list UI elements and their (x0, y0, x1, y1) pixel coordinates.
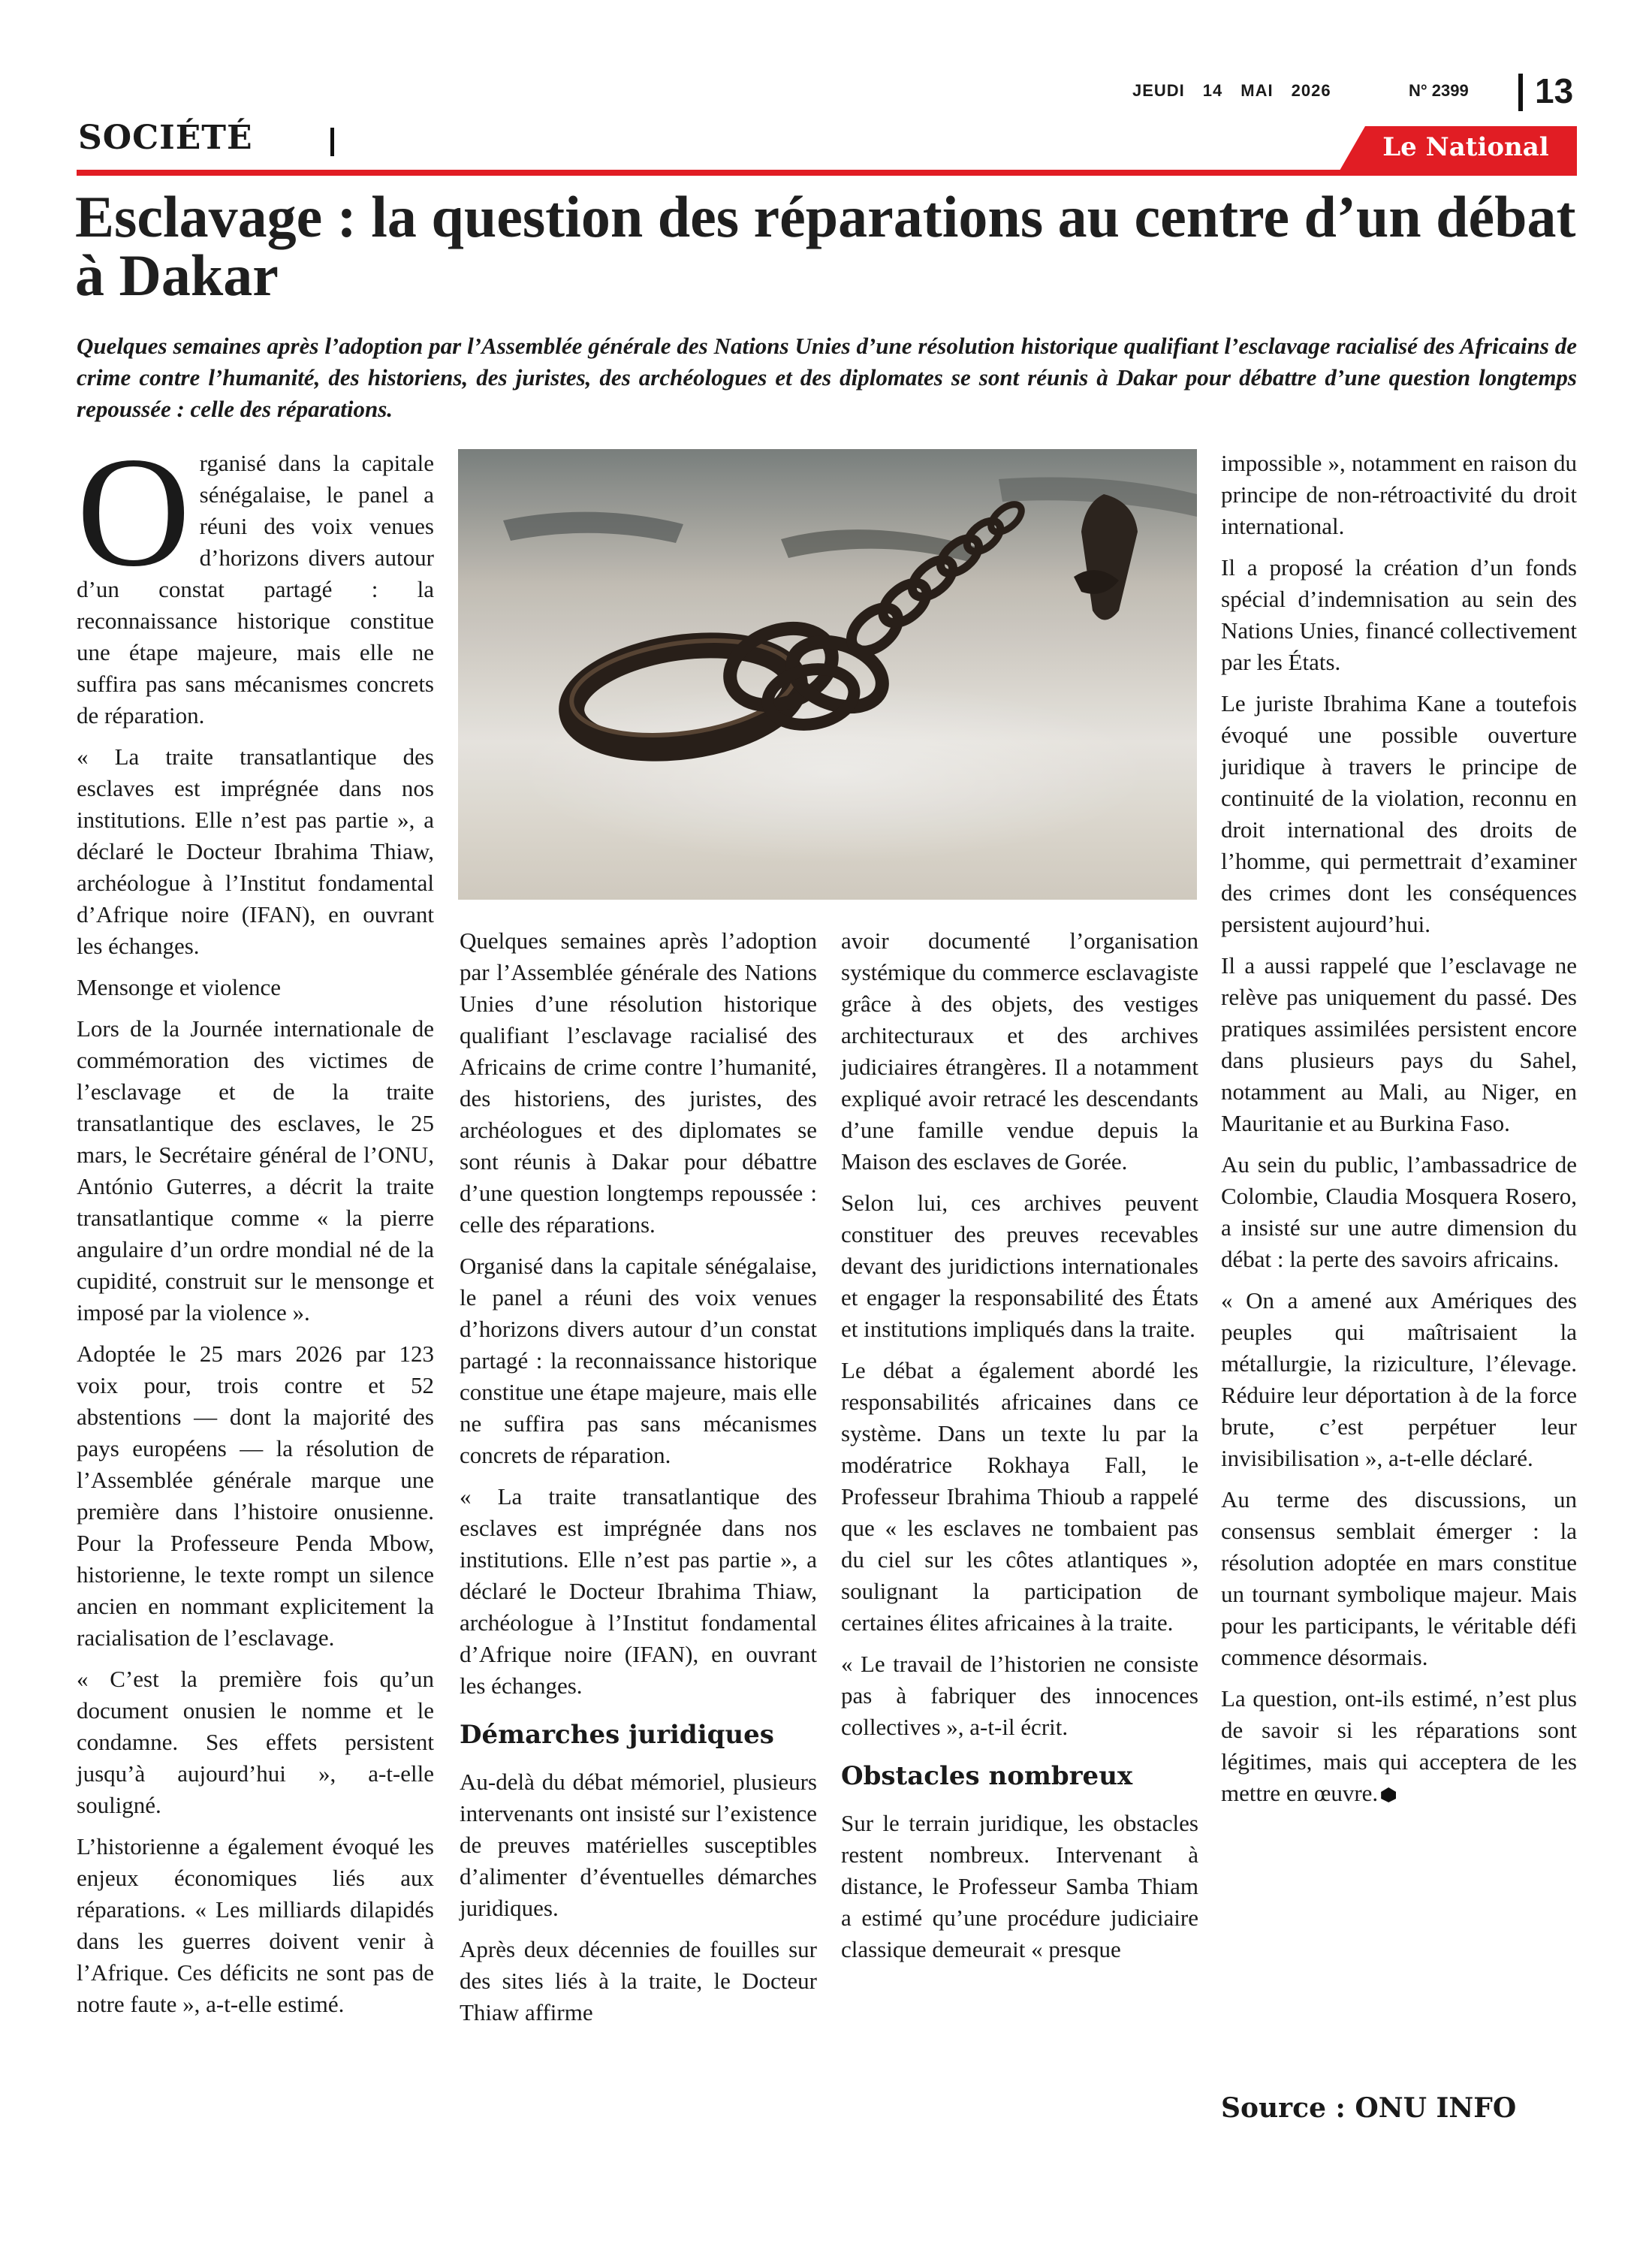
paragraph: impossible », notamment en raison du principe de non-rétroactivité du droit international. (1221, 450, 1577, 539)
brand-name: Le National (1382, 132, 1549, 162)
paragraph: avoir documenté l’organisation systémique du commerce esclavagiste grâce à des objets, des vestiges architecturaux et des archives judiciaires étrangères. Il a notamment expliqué avoir retracé les descendants d’une famille vendue depuis la Maison des esclaves de Gorée. (841, 927, 1198, 1175)
paragraph: L’historienne a également évoqué les enjeux économiques liés aux réparations. « Les milliards dilapidés dans les guerres doivent venir à l’Afrique. Ces déficits ne sont pas de notre faute », a-t-elle estimé. (77, 1833, 434, 2017)
article-lede: Quelques semaines après l’adoption par l’Assemblée générale des Nations Unies d’une résolution historique qualifiant l’esclavage racialisé des Africains de crime contre l’humanité, des historiens, des juristes, des archéologues et des diplomates se sont réunis à Dakar pour débattre d’une question longtemps repoussée : celle des réparations. (77, 333, 1577, 422)
paragraph-final: La question, ont-ils estimé, n’est plus de savoir si les réparations sont légitimes, mais qui acceptera de les mettre en œuvre. (1221, 1685, 1577, 1806)
paragraph: « On a amené aux Amériques des peuples qui maîtrisaient la métallurgie, la riziculture, l’élevage. Réduire leur déportation à de la force brute, c’est perpétuer leur invisibilisation », a-t-elle déclaré. (1221, 1287, 1577, 1471)
paragraph: Au terme des discussions, un consensus semblait émerger : la résolution adoptée en mars constitue un tournant symbolique majeur. Mais pour les participants, le véritable défi commence désormais. (1221, 1486, 1577, 1670)
article-column-4 (1221, 448, 1577, 1819)
paragraph: Organisé dans la capitale sénégalaise, le panel a réuni des voix venues d’horizons divers autour d’un constat partagé : la reconnaissance historique constitue une étape majeure, mais elle ne suffira pas sans mécanismes concrets de réparation. (460, 1253, 817, 1468)
paragraph: Lors de la Journée internationale de commémoration des victimes de l’esclavage et de la traite transatlantique des esclaves, le 25 mars, le Secrétaire général de l’ONU, António Guterres, a décrit la traite transatlantique comme « la pierre angulaire d’un ordre mondial né de la cupidité, construit sur le mensonge et imposé par la violence ». (77, 1015, 434, 1326)
subheading-obstacles: Obstacles nombreux (841, 1761, 1133, 1791)
issue-date (1132, 81, 1349, 101)
date-day: 14 (1202, 81, 1223, 100)
issue-number: N° 2399 (1409, 81, 1469, 100)
article-source: Source : ONU INFO (1221, 2092, 1517, 2124)
paragraph: « La traite transatlantique des esclaves est imprégnée dans nos institutions. Elle n’est pas partie », a déclaré le Docteur Ibrahima Thiaw, archéologue à l’Institut fondamental d’Afrique noire (IFAN), en ouvrant les échanges. (460, 1483, 817, 1699)
date-weekday: JEUDI (1132, 81, 1185, 100)
article-column-1 (77, 425, 434, 2030)
subheading-demarches: Démarches juridiques (460, 1720, 774, 1750)
article-headline: Esclavage : la question des réparations au centre d’un débat à Dakar (75, 184, 1576, 308)
drop-cap: O (77, 425, 191, 599)
paragraph: Il a proposé la création d’un fonds spécial d’indemnisation au sein des Nations Unies, financé collectivement par les États. (1221, 554, 1577, 675)
page-number-divider (1518, 74, 1523, 111)
paragraph: Adoptée le 25 mars 2026 par 123 voix pour, trois contre et 52 abstentions — dont la majorité des pays européens — la résolution de l’Assemblée générale marque une première dans l’histoire onusienne. Pour la Professeure Penda Mbow, historienne, le texte rompt un silence ancien en nommant explicitement la racialisation de l’esclavage. (77, 1341, 434, 1651)
paragraph: Sur le terrain juridique, les obstacles restent nombreux. Intervenant à distance, le Professeur Samba Thiam a estimé qu’une procédure judiciaire classique demeurait « presque (841, 1810, 1198, 1962)
paragraph: « C’est la première fois qu’un document onusien le nomme et le condamne. Ses effets persistent jusqu’à aujourd’hui », a-t-elle souligné. (77, 1666, 434, 1818)
paragraph: Il a aussi rappelé que l’esclavage ne relève pas uniquement du passé. Des pratiques assimilées persistent encore dans plusieurs pays du Sahel, notamment au Mali, au Niger, en Mauritanie et au Burkina Faso. (1221, 952, 1577, 1136)
paragraph: Le juriste Ibrahima Kane a toutefois évoqué une possible ouverture juridique à travers le principe de continuité de la violation, reconnu en droit international des droits de l’homme, qui permettrait d’examiner des crimes dont les conséquences persistent aujourd’hui. (1221, 690, 1577, 937)
paragraph: Quelques semaines après l’adoption par l’Assemblée générale des Nations Unies d’une résolution historique qualifiant l’esclavage racialisé des Africains de crime contre l’humanité, des historiens, des juristes, des archéologues et des diplomates se sont réunis à Dakar pour débattre d’une question longtemps repoussée : celle des réparations. (460, 927, 817, 1238)
article-column-2 (460, 925, 817, 2038)
iron-shackles-photo (458, 449, 1197, 900)
date-month: MAI (1241, 81, 1274, 100)
paragraph: Après deux décennies de fouilles sur des sites liés à la traite, le Docteur Thiaw affirme (460, 1936, 817, 2025)
section-divider (330, 128, 334, 156)
paragraph: « La traite transatlantique des esclaves est imprégnée dans nos institutions. Elle n’est pas partie », a déclaré le Docteur Ibrahima Thiaw, archéologue à l’Institut fondamental d’Afrique noire (IFAN), en ouvrant les échanges. (77, 743, 434, 959)
paragraph: « Le travail de l’historien ne consiste pas à fabriquer des innocences collectives », a-t-il écrit. (841, 1651, 1198, 1740)
date-year: 2026 (1291, 81, 1331, 100)
paragraph: Organisé dans la capitale sénégalaise, le panel a réuni des voix venues d’horizons divers autour d’un constat partagé : la reconnaissance historique constitue une étape majeure, mais elle ne suffira pas sans mécanismes concrets de réparation. (77, 425, 434, 728)
end-mark-icon (1381, 1787, 1396, 1802)
paragraph: Au-delà du débat mémoriel, plusieurs intervenants ont insisté sur l’existence de preuves matérielles susceptibles d’alimenter d’éventuelles démarches juridiques. (460, 1769, 817, 1921)
paragraph: Selon lui, ces archives peuvent constituer des preuves recevables devant des juridictions internationales et engager la responsabilité des États et institutions impliqués dans la traite. (841, 1190, 1198, 1342)
header-rule (77, 170, 1577, 176)
page-number: 13 (1535, 71, 1574, 110)
paragraph-inline-heading: Mensonge et violence (77, 974, 282, 1000)
article-column-3 (841, 925, 1198, 1975)
paragraph: Le débat a également abordé les responsabilités africaines dans ce système. Dans un texte lu par la modératrice Rokhaya Fall, le Professeur Ibrahima Thioub a rappelé que « les esclaves ne tombaient pas du ciel sur les côtes atlantiques », soulignant la participation de certaines élites africaines à la traite. (841, 1357, 1198, 1636)
section-title: SOCIÉTÉ (78, 119, 253, 157)
paragraph: Au sein du public, l’ambassadrice de Colombie, Claudia Mosquera Rosero, a insisté sur une autre dimension du débat : la perte des savoirs africains. (1221, 1151, 1577, 1272)
